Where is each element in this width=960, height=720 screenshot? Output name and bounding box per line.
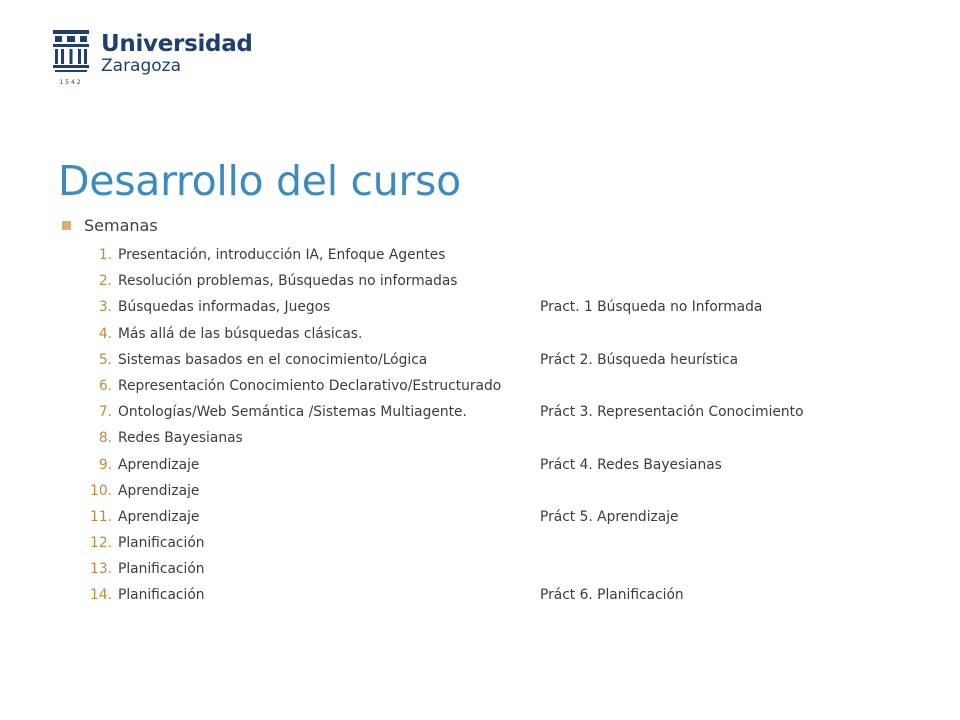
week-topic: Aprendizaje [118, 456, 200, 473]
week-topic: Representación Conocimiento Declarativo/Estructurado [118, 377, 502, 394]
week-number: 11. [90, 508, 112, 525]
week-number: 4. [98, 325, 112, 342]
week-number: 10. [90, 482, 112, 499]
week-practice: Pract. 1 Búsqueda no Informada [540, 299, 763, 316]
university-seal-icon [50, 28, 92, 88]
slide-title: Desarrollo del curso [58, 157, 461, 205]
section-heading [62, 216, 158, 235]
list-item [0, 453, 960, 479]
week-topic: Planificación [118, 561, 205, 578]
week-topic: Búsquedas informadas, Juegos [118, 299, 331, 316]
list-item [0, 243, 960, 269]
week-topic: Sistemas basados en el conocimiento/Lógica [118, 351, 428, 368]
list-item [0, 374, 960, 400]
week-topic: Ontologías/Web Semántica /Sistemas Multiagente. [118, 404, 467, 421]
list-item [0, 505, 960, 531]
list-item [0, 269, 960, 295]
section-label: Semanas [84, 216, 158, 235]
list-item [0, 557, 960, 583]
week-topic: Aprendizaje [118, 482, 200, 499]
week-topic: Redes Bayesianas [118, 430, 243, 447]
list-item [0, 348, 960, 374]
week-topic: Aprendizaje [118, 508, 200, 525]
logo-title: Universidad [101, 31, 253, 57]
week-number: 3. [98, 299, 112, 316]
week-topic: Resolución problemas, Búsquedas no informadas [118, 273, 458, 290]
week-practice: Práct 2. Búsqueda heurística [540, 351, 739, 368]
list-item [0, 426, 960, 452]
list-item [0, 531, 960, 557]
week-number: 6. [98, 377, 112, 394]
list-item [0, 295, 960, 321]
list-item [0, 400, 960, 426]
week-practice: Práct 4. Redes Bayesianas [540, 456, 722, 473]
list-item [0, 583, 960, 609]
week-number: 2. [98, 273, 112, 290]
week-number: 9. [98, 456, 112, 473]
list-item [0, 479, 960, 505]
list-item [0, 322, 960, 348]
week-practice: Práct 6. Planificación [540, 587, 684, 604]
square-bullet-icon [62, 221, 71, 230]
week-number: 14. [90, 587, 112, 604]
week-practice: Práct 5. Aprendizaje [540, 508, 679, 525]
week-topic: Más allá de las búsquedas clásicas. [118, 325, 363, 342]
week-number: 5. [98, 351, 112, 368]
week-number: 8. [98, 430, 112, 447]
week-number: 12. [90, 535, 112, 552]
week-topic: Planificación [118, 587, 205, 604]
week-topic: Planificación [118, 535, 205, 552]
logo-subtitle: Zaragoza [101, 56, 182, 76]
seal-year: 1542 [59, 79, 83, 86]
weeks-list [0, 243, 960, 610]
week-practice: Práct 3. Representación Conocimiento [540, 404, 804, 421]
week-number: 1. [98, 247, 112, 263]
university-logo [50, 28, 253, 88]
week-number: 7. [98, 404, 112, 421]
week-topic: Presentación, introducción IA, Enfoque Agentes [118, 247, 446, 263]
week-number: 13. [90, 561, 112, 578]
